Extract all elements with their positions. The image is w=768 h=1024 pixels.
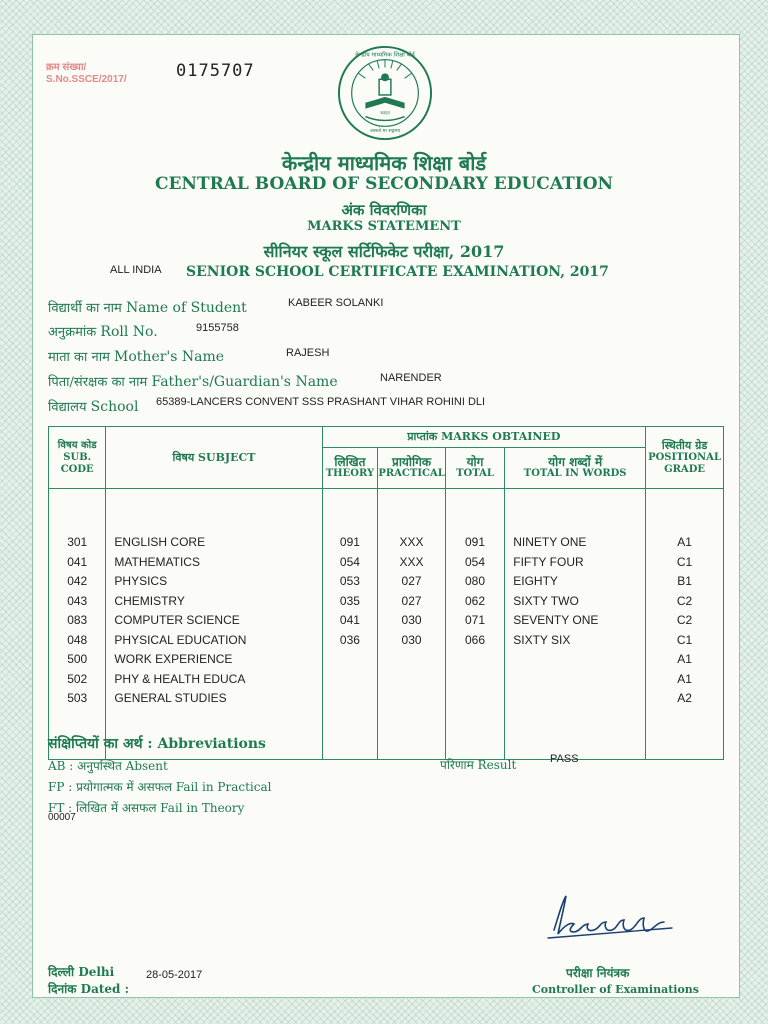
abbr-fail-practical: FP : प्रयोगात्मक में असफल Fail in Practical	[48, 780, 272, 794]
place-date-labels: दिल्ली Delhi दिनांक Dated :	[48, 965, 130, 996]
result-label: परिणाम Result	[440, 758, 517, 772]
table-cell-total: 091	[464, 535, 486, 549]
svg-text:असतो मा सद्गमय: असतो मा सद्गमय	[369, 128, 401, 135]
issue-date: 28-05-2017	[146, 969, 203, 981]
table-cell-subject: MATHEMATICS	[114, 554, 200, 569]
table-cell-grade: A1	[677, 652, 692, 666]
controller-english: Controller of Examinations	[532, 983, 699, 996]
mother-name-label: माता का नाम Mother's Name	[48, 349, 225, 365]
school-label: विद्यालय School	[48, 399, 139, 415]
table-cell-practical: 030	[401, 613, 422, 627]
table-cell-grade: C1	[676, 632, 693, 647]
table-cell-total	[446, 689, 504, 709]
table-cell-practical: 027	[401, 574, 422, 588]
table-cell-theory	[323, 670, 378, 690]
table-cell-grade: B1	[677, 574, 692, 588]
exam-title-english: SENIOR SCHOOL CERTIFICATE EXAMINATION, 2017	[186, 264, 609, 280]
table-cell-total	[446, 650, 504, 670]
code-column	[49, 489, 106, 760]
table-cell-grade: C1	[676, 554, 693, 569]
svg-text:केन्द्रीय माध्यमिक शिक्षा बोर्: केन्द्रीय माध्यमिक शिक्षा बोर्ड	[355, 52, 415, 59]
exam-title-hindi: सीनियर स्कूल सर्टिफिकेट परीक्षा, 2017	[263, 242, 505, 261]
controller-hindi: परीक्षा नियंत्रक	[566, 966, 630, 980]
table-cell-practical	[378, 670, 444, 690]
table-cell-theory: 036	[339, 632, 360, 647]
father-name: NARENDER	[380, 372, 442, 384]
header-subject: विषय SUBJECT	[106, 427, 322, 489]
table-cell-subject: PHY & HEALTH EDUCA	[114, 671, 246, 686]
table-cell-subject: PHYSICAL EDUCATION	[114, 632, 247, 647]
header-total-words: योग शब्दों में TOTAL IN WORDS	[505, 448, 646, 489]
table-cell-words	[505, 689, 645, 709]
table-cell-grade: C2	[676, 593, 693, 608]
grade-column	[646, 489, 724, 760]
subject-column	[106, 489, 322, 760]
abbr-fail-theory: FT : लिखित में असफल Fail in Theory	[48, 801, 245, 815]
table-cell-words: FIFTY FOUR	[513, 554, 584, 569]
theory-column	[322, 489, 378, 760]
practical-column	[378, 489, 445, 760]
table-cell-theory: 091	[339, 535, 360, 549]
table-cell-practical	[378, 689, 444, 709]
table-cell-words: SIXTY TWO	[513, 593, 579, 608]
table-cell-grade: C2	[676, 613, 693, 627]
svg-text:भारत: भारत	[380, 110, 390, 117]
table-cell-subject: COMPUTER SCIENCE	[114, 613, 240, 627]
all-india-label: ALL INDIA	[110, 264, 162, 276]
table-cell-code: 048	[67, 632, 88, 647]
table-cell-practical	[378, 650, 444, 670]
table-cell-code: 301	[67, 535, 88, 549]
table-cell-total: 066	[464, 632, 486, 647]
table-cell-code: 042	[67, 574, 88, 588]
table-cell-practical: XXX	[399, 554, 424, 569]
table-cell-subject: ENGLISH CORE	[114, 535, 206, 549]
table-cell-total: 054	[464, 554, 486, 569]
table-cell-theory	[323, 689, 378, 709]
table-cell-subject: WORK EXPERIENCE	[114, 652, 233, 666]
table-cell-total: 080	[464, 574, 486, 588]
table-cell-total	[446, 670, 504, 690]
abbr-absent: AB : अनुपस्थित Absent	[48, 759, 168, 773]
table-cell-code: 043	[67, 593, 88, 608]
student-name: KABEER SOLANKI	[288, 297, 384, 309]
mother-name: RAJESH	[286, 347, 330, 359]
serial-number: 0175707	[176, 61, 255, 81]
marks-statement-hindi: अंक विवरणिका	[341, 201, 427, 219]
header-code: विषय कोड SUB. CODE	[49, 427, 106, 489]
header-practical: प्रायोगिक PRACTICAL	[378, 448, 445, 489]
table-cell-practical: 030	[401, 632, 422, 647]
cbse-emblem-icon	[336, 44, 434, 142]
table-cell-code: 500	[67, 652, 88, 666]
table-cell-subject: GENERAL STUDIES	[114, 691, 227, 705]
table-cell-total: 062	[464, 593, 486, 608]
table-cell-words	[505, 650, 645, 670]
header-theory: लिखित THEORY	[322, 448, 378, 489]
header-grade: स्थितीय ग्रेड POSITIONAL GRADE	[646, 427, 724, 489]
table-cell-words: SEVENTY ONE	[513, 613, 599, 627]
table-cell-grade: A1	[677, 535, 692, 549]
header-marks-obtained: प्राप्तांक MARKS OBTAINED	[322, 427, 646, 448]
marks-statement-english: MARKS STATEMENT	[307, 219, 461, 234]
table-cell-theory: 041	[339, 613, 360, 627]
abbreviations-heading: संक्षिप्तियों का अर्थ : Abbreviations	[48, 736, 266, 752]
school-name: 65389-LANCERS CONVENT SSS PRASHANT VIHAR ROHINI DLI	[156, 396, 486, 408]
table-cell-subject: CHEMISTRY	[114, 593, 185, 608]
marks-table	[48, 426, 724, 760]
table-cell-words: SIXTY SIX	[513, 632, 571, 647]
result-value: PASS	[550, 753, 579, 765]
reference-code: 00007	[48, 812, 76, 823]
table-cell-code: 502	[67, 671, 88, 686]
table-cell-theory: 053	[339, 574, 360, 588]
table-cell-practical: 027	[401, 593, 422, 608]
table-cell-theory: 054	[339, 554, 360, 569]
total-column	[445, 489, 504, 760]
table-cell-words: NINETY ONE	[513, 535, 587, 549]
header-total: योग TOTAL	[445, 448, 504, 489]
words-column	[505, 489, 646, 760]
father-name-label: पिता/संरक्षक का नाम Father's/Guardian's Name	[48, 374, 338, 390]
roll-no: 9155758	[196, 322, 239, 334]
table-cell-total: 071	[464, 613, 486, 627]
roll-no-label: अनुक्रमांक Roll No.	[48, 324, 158, 340]
board-name-hindi: केन्द्रीय माध्यमिक शिक्षा बोर्ड	[281, 151, 487, 175]
signature-icon	[544, 888, 680, 948]
table-cell-code: 083	[67, 613, 88, 627]
table-cell-subject: PHYSICS	[114, 574, 168, 588]
board-name-english: CENTRAL BOARD OF SECONDARY EDUCATION	[154, 174, 614, 194]
table-cell-words	[505, 670, 645, 690]
serial-label: क्रम संख्या/ S.No.SSCE/2017/	[46, 62, 127, 85]
table-cell-practical: XXX	[399, 535, 424, 549]
student-name-label: विद्यार्थी का नाम Name of Student	[48, 300, 247, 316]
table-cell-theory	[323, 650, 378, 670]
table-cell-words: EIGHTY	[513, 574, 558, 588]
table-cell-grade: A2	[677, 691, 692, 705]
table-cell-grade: A1	[677, 671, 692, 686]
table-cell-theory: 035	[339, 593, 360, 608]
table-cell-code: 041	[67, 554, 88, 569]
table-cell-code: 503	[67, 691, 88, 705]
